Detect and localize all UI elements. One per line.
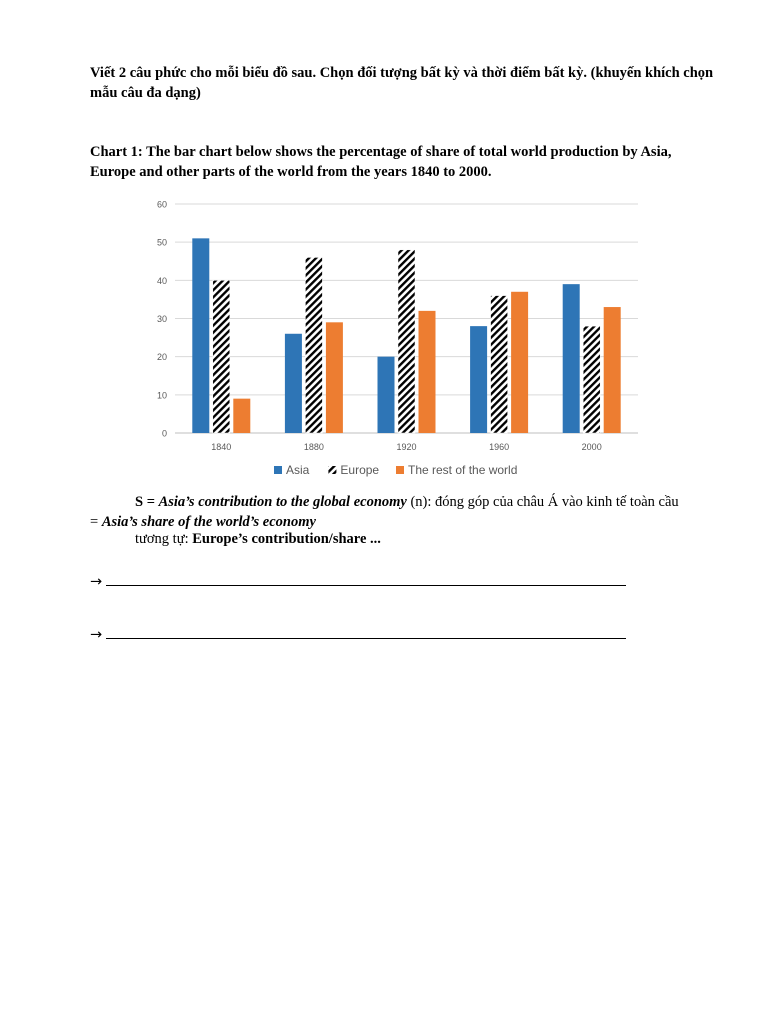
- definition-note: [90, 492, 730, 532]
- chart-caption: Chart 1: The bar chart below shows the percentage of share of total world production by Asia, Europe and other parts of the world from the years 1840 to 2000.: [90, 144, 672, 180]
- y-tick-label: 10: [156, 390, 167, 401]
- x-tick-label: 1960: [489, 442, 510, 452]
- similar-term: Europe’s contribution/share ...: [192, 531, 381, 547]
- similar-note: [135, 529, 760, 549]
- y-tick-label: 60: [156, 199, 167, 210]
- arrow-icon: →: [90, 627, 103, 643]
- y-tick-label: 30: [156, 314, 167, 324]
- x-tick-label: 1840: [211, 442, 232, 452]
- legend-label: Asia: [286, 463, 310, 477]
- bar-the-rest-of-the-world: [511, 292, 528, 433]
- arrow-icon: →: [90, 574, 103, 590]
- answer-blank-2[interactable]: [106, 624, 626, 639]
- answer-line-1: [90, 571, 626, 590]
- y-tick-label: 40: [156, 275, 167, 286]
- x-axis-ticks: [211, 442, 601, 452]
- y-tick-label: 0: [161, 428, 167, 439]
- bar-asia: [192, 238, 209, 433]
- bar-europe: [213, 280, 230, 433]
- answer-line-2: [90, 624, 626, 643]
- legend-label: The rest of the world: [408, 463, 518, 477]
- legend: [274, 463, 517, 477]
- term-gloss: (n): đóng góp của châu Á vào kinh tế toàn cầu: [406, 494, 679, 510]
- bars: [192, 238, 620, 433]
- equals-sign: =: [90, 514, 102, 530]
- bar-europe: [305, 257, 322, 433]
- x-tick-label: 2000: [581, 442, 602, 452]
- legend-swatch: [274, 466, 282, 474]
- instruction-text: Viết 2 câu phức cho mỗi biểu đồ sau. Chọn đối tượng bất kỳ và thời điểm bất kỳ. (khuyến khích chọn mẫu câu đa dạng): [90, 65, 714, 101]
- answer-blank-1[interactable]: [106, 571, 626, 586]
- bar-asia: [470, 326, 487, 433]
- similar-prefix: tương tự:: [135, 531, 193, 547]
- y-axis-ticks: [157, 200, 167, 439]
- bar-the-rest-of-the-world: [419, 311, 436, 433]
- x-tick-label: 1880: [303, 442, 324, 452]
- bar-the-rest-of-the-world: [326, 322, 343, 433]
- bar-chart: [140, 192, 650, 487]
- bar-europe: [398, 250, 415, 433]
- legend-label: Europe: [340, 463, 380, 477]
- bar-asia: [285, 334, 302, 433]
- bar-europe: [491, 296, 508, 433]
- bar-asia: [378, 357, 395, 433]
- y-tick-label: 50: [156, 237, 167, 248]
- legend-swatch: [396, 466, 404, 474]
- x-tick-label: 1920: [396, 442, 417, 452]
- bar-the-rest-of-the-world: [233, 399, 250, 433]
- bar-asia: [563, 284, 580, 433]
- y-tick-label: 20: [156, 352, 167, 363]
- bar-europe: [583, 326, 600, 433]
- s-prefix: S =: [135, 494, 159, 510]
- bar-the-rest-of-the-world: [604, 307, 621, 433]
- legend-swatch: [328, 466, 336, 474]
- term-asia-share: Asia’s share of the world’s economy: [101, 514, 316, 530]
- term-asia-contribution: Asia’s contribution to the global economy: [158, 494, 407, 510]
